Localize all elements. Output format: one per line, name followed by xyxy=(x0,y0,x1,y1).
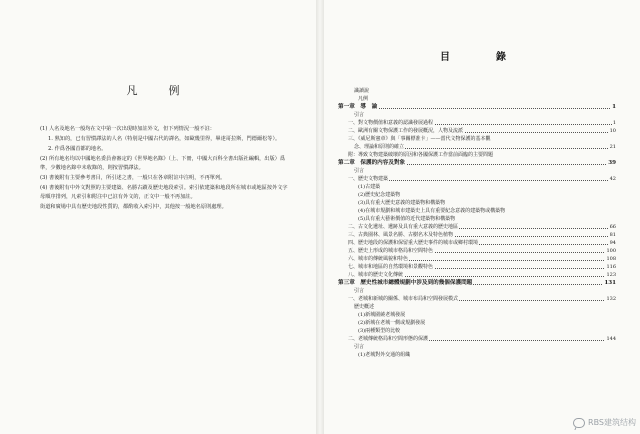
toc-entry-label: 六、城市的傳統風貌和特色 xyxy=(348,256,409,262)
toc-entry-row xyxy=(338,223,616,231)
toc-entry-row xyxy=(338,303,616,311)
toc-entry-label: 一、對文物價值和意義的認識發展過程 xyxy=(348,120,434,126)
toc-entry-label: 五、歷史上形成的城市格局和空間特色 xyxy=(348,248,434,254)
fanli-note: (1) 人名及地名一般均在文中第一次出現時加註外文，但下列情況一般不註： xyxy=(40,126,215,132)
toc-page-number: 21 xyxy=(609,144,616,150)
toc-entry-label: 二、老城傳統格局和空間形態的保護 xyxy=(348,336,429,342)
fanli-note: 街道和廣場中具有歷史地段性質的，都酌收入索引中，其他按一般地名原則處理。 xyxy=(40,204,227,210)
toc-entry-row xyxy=(338,199,616,207)
toc-entry-label: 引言 xyxy=(354,344,365,350)
toc-page-number: 131 xyxy=(604,280,616,286)
toc-entry-row xyxy=(338,271,616,279)
toc-entry-row xyxy=(338,255,616,263)
toc-entry-row xyxy=(338,95,616,103)
book-gutter xyxy=(316,0,324,434)
toc-page-number: 10 xyxy=(609,128,616,134)
fanli-note: 2. 作爲各國首都的地名。 xyxy=(48,146,107,152)
toc-entry-row xyxy=(338,239,616,247)
toc-entry-label: 七、城市和地區的自然環境和景觀特色 xyxy=(348,264,434,270)
toc-entry-row xyxy=(338,327,616,335)
toc-entry-label: 歷史概述 xyxy=(354,304,375,310)
fanli-note: 1. 熟知的，已有習慣譯法的人名（特別是中國古代的譯名，如歐幾里得，畢達哥拉斯，門德爾松等）。 xyxy=(48,136,281,142)
toc-entry-label: (1)老城對外交通的組織 xyxy=(358,352,411,358)
toc-page-number: 39 xyxy=(608,160,616,166)
toc-entry-label: 念、理論和原則的確立 xyxy=(354,144,405,150)
toc-entry-label: (2)歷史紀念建築物 xyxy=(358,192,401,198)
toc-entry-label: 引言 xyxy=(354,112,365,118)
toc-page-number: 132 xyxy=(606,296,616,302)
toc-entry-label: 識讀說 xyxy=(354,88,370,94)
toc-entry-label: 八、城市的歷史文化傳統 xyxy=(348,272,404,278)
toc-entry-label: (4)在城市規劃和城市建築史上具有重要紀念意義的建築物或構築物 xyxy=(358,208,506,214)
toc-entry-row xyxy=(338,87,616,95)
toc-page-number: 123 xyxy=(606,272,616,278)
toc-title: 目 錄 xyxy=(440,52,524,63)
toc-entry-row xyxy=(338,335,616,343)
toc-entry-row xyxy=(338,207,616,215)
toc-entry-row xyxy=(338,319,616,327)
toc-entry-row xyxy=(338,287,616,295)
toc-entry-label: 一、老城和新城的關係、城市布局和空間發展模式 xyxy=(348,296,459,302)
fanli-notes xyxy=(40,125,290,213)
toc-entry-label: 附：導致文物建築破壞的原因和各國保護工作當前面臨的主要問題 xyxy=(348,152,494,158)
toc-page-number: 94 xyxy=(609,240,616,246)
toc-entry-label: 凡例 xyxy=(358,96,369,102)
toc-entry-row xyxy=(338,167,616,175)
toc-page-number: 81 xyxy=(609,232,616,238)
watermark-text: RBS建筑结构 xyxy=(588,418,636,427)
toc-entry-row xyxy=(338,111,616,119)
toc-entry-row xyxy=(338,135,616,143)
toc-entry-label: 第三章 歷史性城市總體規劃中涉及到的幾個保護問題 xyxy=(338,280,473,286)
toc-entry-label: (1)新城圍繞老城發展 xyxy=(358,312,406,318)
toc-entry-row xyxy=(338,151,616,159)
toc-entry-label: (1)古建築 xyxy=(358,184,381,190)
toc-entry-row xyxy=(338,231,616,239)
toc-entry-row xyxy=(338,175,616,183)
toc-entry-label: 引言 xyxy=(354,168,365,174)
toc-entry-row xyxy=(338,351,616,359)
toc-entry-label: 三、古典園林、風景名勝、古樹名木及特色植物 xyxy=(348,232,454,238)
left-page xyxy=(0,0,316,434)
toc-entry-label: (3)兩種類型的比較 xyxy=(358,328,401,334)
toc-entry-row xyxy=(338,119,616,127)
toc-entry-label: 第一章 導 論 xyxy=(338,104,378,110)
toc-entry-row xyxy=(338,127,616,135)
toc-entry-row xyxy=(338,343,616,351)
toc-page-number: 1 xyxy=(612,120,616,126)
toc-entry-label: 二、古文化遺址、遺跡及具有重大意義的歷史地區 xyxy=(348,224,459,230)
toc-entry-label: 一、歷史文物建築 xyxy=(348,176,389,182)
toc-chapter-row xyxy=(338,279,616,287)
toc-entry-label: 第二章 保護的内容及對象 xyxy=(338,160,406,166)
fanli-note: (3) 書後附有主要參考書目，所引述之書，一般只在各章附註中注明，不再單列。 xyxy=(40,175,226,181)
toc-page-number: 108 xyxy=(606,256,616,262)
table-of-contents xyxy=(338,87,616,359)
toc-page-number: 1 xyxy=(612,104,616,110)
toc-entry-row xyxy=(338,215,616,223)
fanli-note: (4) 書後附有中外文對照的主要建築、名勝古蹟及歷史地段索引。索引依建築和地段所在城市或地區按外文字母順序排列，凡索引和附注中已註有外文的，正文中一般不再加註。 xyxy=(40,185,288,200)
toc-page-number: 116 xyxy=(606,264,616,270)
toc-entry-label: (3)具有重大歷史意義的建築物和構築物 xyxy=(358,200,446,206)
toc-page-number: 66 xyxy=(609,224,616,230)
toc-entry-label: 四、歷史地段的保護和保留重大歷史事件的城市或鄉村環境 xyxy=(348,240,479,246)
toc-entry-row xyxy=(338,263,616,271)
fanli-title: 凡 例 xyxy=(126,84,190,97)
fanli-note: (2) 所有地名均以中國地名委員會審定的《世界地名錄》（上、下冊，中國大百科全書出版社編輯，出版）爲準，少數地名錄中未收錄的，則按習慣譯法。 xyxy=(40,156,286,171)
toc-entry-label: 二、歐洲有關文物保護工作的發展概況，人物及流派 xyxy=(348,128,464,134)
toc-entry-row xyxy=(338,183,616,191)
watermark xyxy=(573,417,636,428)
toc-entry-row xyxy=(338,247,616,255)
toc-page-number: 144 xyxy=(606,336,616,342)
toc-entry-row xyxy=(338,295,616,303)
toc-entry-row xyxy=(338,191,616,199)
toc-page-number: 100 xyxy=(606,248,616,254)
toc-entry-label: (2)新城在老城一側或規劃發展 xyxy=(358,320,426,326)
toc-page-number: 42 xyxy=(609,176,616,182)
toc-entry-label: (5)具有重大藝術價值的近代建築物和構築物 xyxy=(358,216,456,222)
toc-entry-label: 引言 xyxy=(354,288,365,294)
toc-entry-row xyxy=(338,143,616,151)
wechat-icon xyxy=(573,418,585,428)
toc-entry-label: 三、《威尼斯憲章》與「事關標准卡」——當代文物保護的基本觀 xyxy=(348,136,491,142)
toc-entry-row xyxy=(338,311,616,319)
toc-chapter-row xyxy=(338,103,616,111)
toc-chapter-row xyxy=(338,159,616,167)
